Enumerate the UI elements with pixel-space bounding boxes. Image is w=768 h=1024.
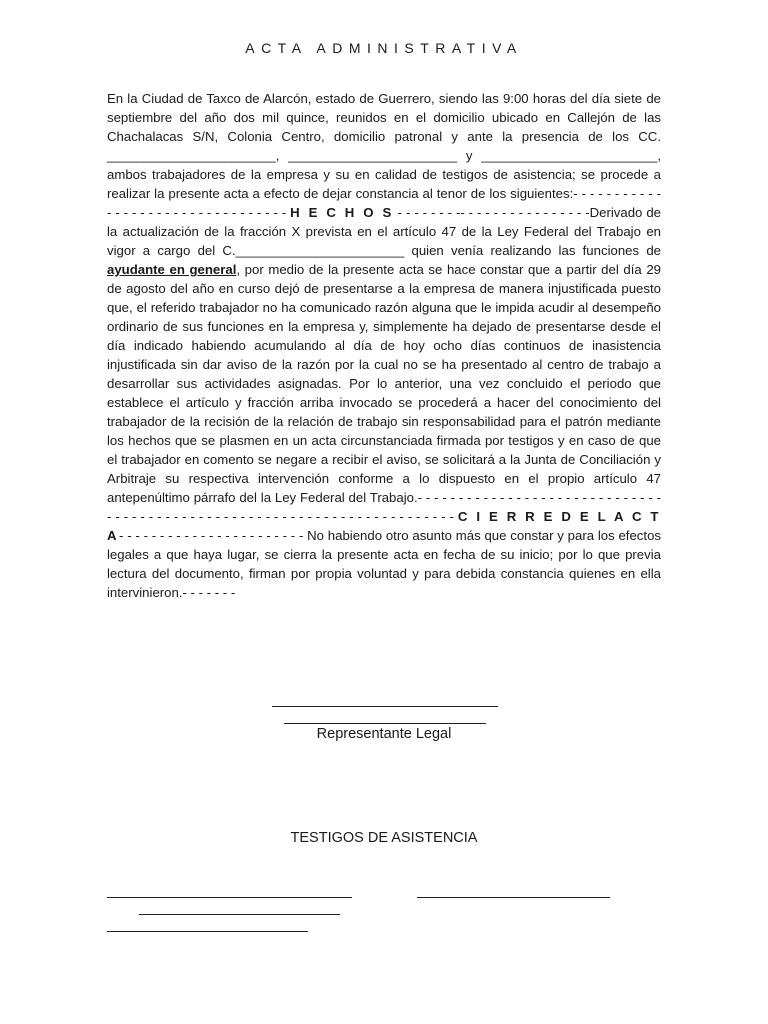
representante-signature-line-2 (284, 723, 486, 724)
testigo-signature-line-2 (417, 897, 610, 898)
hechos-text: - - - - - - - -- - - - - - - - - - - - - - - -Derivado de la actualización de la fracción X prevista en el artículo 47 de la Ley Federal del Trabajo en vigor a cargo del C._______________________ quien venía realizando las funciones de (107, 205, 661, 258)
body-paragraph (107, 89, 661, 602)
job-title: ayudante en general (107, 262, 237, 277)
representante-label: Representante Legal (316, 726, 452, 742)
representante-signature-line-1 (272, 706, 498, 707)
document-body (107, 89, 661, 602)
closing-text: - - - - - - - - - - - - - - - - - - - - - - - No habiendo otro asunto más que constar y para los efectos legales a que haya lugar, se cierra la presente acta en fecha de su inicio; por lo que previa lectura del documento, firman por propia voluntad y para debida constancia quienes en ella intervinieron.- - - - - - - (107, 528, 661, 600)
hechos-detail-text: , por medio de la presente acta se hace constar que a partir del día 29 de agosto del año en curso dejó de presentarse a la empresa de manera injustificada puesto que, el referido trabajador no ha comunicado razón alguna que le impida acudir al desempeño ordinario de sus funciones en la empresa y, simplemente ha dejado de presentarse desde el día indicado habiendo acumulando al día de hoy ocho días continuos de inasistencia injustificada sin dar aviso de la razón por la cual no se ha presentado al centro de trabajo a desarrollar sus actividades asignadas. Por lo anterior, una vez concluido el periodo que establece el artículo y fracción arriba invocado se procederá a hacer del conocimiento del trabajador de la recisión de la relación de trabajo sin responsabilidad para el patrón mediante los hechos que se plasmen en un acta circunstanciada firmada por testigos y en caso de que el trabajador en comento se negare a recibir el aviso, se solicitará a la Junta de Conciliación y Arbitraje su respectiva intervención conforme a lo dispuesto en el propio artículo 47 antepenúltimo párrafo del la Ley Federal del Trabajo.- - - - - - - - - - - - - - - - - - - - - - - - - - - - - - - - - - - - - - - - - - - - - - - - - - - - - - - - - - - - - - - - - - - - - - - - (107, 262, 661, 524)
testigo-signature-line-1 (107, 897, 352, 898)
testigo-signature-line-3 (139, 914, 340, 915)
intro-text: En la Ciudad de Taxco de Alarcón, estado de Guerrero, siendo las 9:00 horas del día siete de septiembre del año dos mil quince, reunidos en el domicilio ubicado en Callejón de las Chachalacas S/N, Colonia Centro, domicilio patronal y ante la presencia de los CC. _______________________, _______________________ y ________________________, ambos trabajadores de la empresa y su en calidad de testigos de asistencia; se procede a realizar la presente acta a efecto de dejar constancia al tenor de los siguientes:- - - - - - - - - - - - - - - - - - - - - - - - - - - - - - - - - (107, 91, 661, 220)
cierre-heading: C I E R R E D E L A C T A (107, 509, 661, 543)
document-title: ACTA ADMINISTRATIVA (245, 40, 523, 56)
testigos-heading: TESTIGOS DE ASISTENCIA (290, 830, 478, 846)
hechos-heading: H E C H O S (290, 205, 394, 220)
testigo-signature-line-4 (107, 931, 308, 932)
